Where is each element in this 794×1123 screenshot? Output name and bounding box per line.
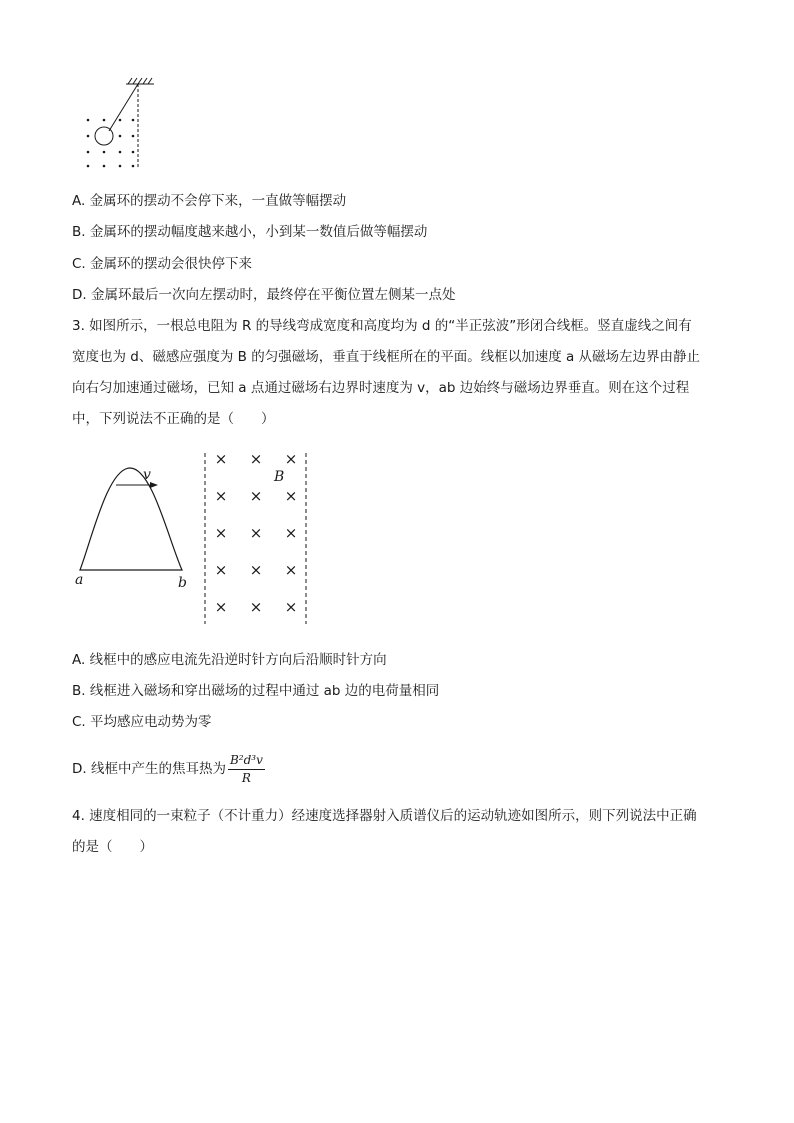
q2-option-b: B. 金属环的摆动幅度越来越小，小到某一数值后做等幅摆动	[72, 224, 428, 240]
point-b-label: b	[178, 575, 187, 591]
field-cross: ×	[214, 524, 228, 542]
velocity-arrow-head	[150, 482, 158, 488]
q3-stem-line-2: 宽度也为 d、磁感应强度为 B 的匀强磁场，垂直于线框所在的平面。线框以加速度 a 从磁场左边界由静止	[72, 349, 701, 365]
q3-option-d-prefix: D. 线框中产生的焦耳热为	[72, 761, 226, 777]
q3-option-c: C. 平均感应电动势为零	[72, 714, 212, 730]
field-cross: ×	[284, 487, 298, 505]
ceiling-support	[126, 78, 154, 84]
q3-stem-line-1: 3. 如图所示，一根总电阻为 R 的导线弯成宽度和高度均为 d 的“半正弦波”形闭合线框。竖直虚线之间有	[72, 318, 692, 334]
field-cross: ×	[249, 487, 263, 505]
q3-option-a: A. 线框中的感应电流先沿逆时针方向后沿顺时针方向	[72, 652, 387, 668]
q2-option-a: A. 金属环的摆动不会停下来，一直做等幅摆动	[72, 193, 347, 209]
field-cross: ×	[284, 561, 298, 579]
field-cross: ×	[249, 561, 263, 579]
q2-option-c: C. 金属环的摆动会很快停下来	[72, 256, 253, 272]
point-a-label: a	[75, 572, 84, 588]
field-cross: ×	[249, 524, 263, 542]
pendulum-ring-figure	[80, 76, 160, 172]
field-label: B	[274, 469, 285, 485]
field-cross: ×	[214, 487, 228, 505]
metal-ring	[95, 127, 113, 145]
field-cross: ×	[214, 598, 228, 616]
q3-stem-line-3: 向右匀加速通过磁场，已知 a 点通过磁场右边界时速度为 v，ab 边始终与磁场边界垂直。则在这个过程	[72, 380, 690, 396]
velocity-label: v	[143, 467, 151, 483]
field-cross: ×	[249, 598, 263, 616]
fraction-denominator: R	[241, 771, 251, 785]
q4-stem-line-2: 的是（ ）	[72, 839, 153, 855]
q3-option-d	[72, 748, 265, 790]
field-cross: ×	[284, 598, 298, 616]
field-cross: ×	[214, 450, 228, 468]
joule-heat-fraction	[228, 752, 265, 786]
field-cross: ×	[284, 524, 298, 542]
field-dots	[87, 119, 135, 168]
q4-stem-line-1: 4. 速度相同的一束粒子（不计重力）经速度选择器射入质谱仪后的运动轨迹如图所示，则下列说法中正确	[72, 808, 697, 824]
q2-option-d: D. 金属环最后一次向左摆动时，最终停在平衡位置左侧某一点处	[72, 287, 456, 303]
q3-option-b: B. 线框进入磁场和穿出磁场的过程中通过 ab 边的电荷量相同	[72, 683, 440, 699]
half-sine-loop-figure	[70, 448, 320, 628]
pendulum-string	[109, 84, 138, 131]
fraction-numerator: B²d³v	[228, 752, 265, 770]
field-cross: ×	[214, 561, 228, 579]
q3-stem-line-4: 中，下列说法不正确的是（ ）	[72, 411, 275, 427]
field-crosses	[215, 450, 298, 616]
field-cross: ×	[284, 450, 298, 468]
field-cross: ×	[249, 450, 263, 468]
half-sine-loop	[80, 468, 182, 570]
